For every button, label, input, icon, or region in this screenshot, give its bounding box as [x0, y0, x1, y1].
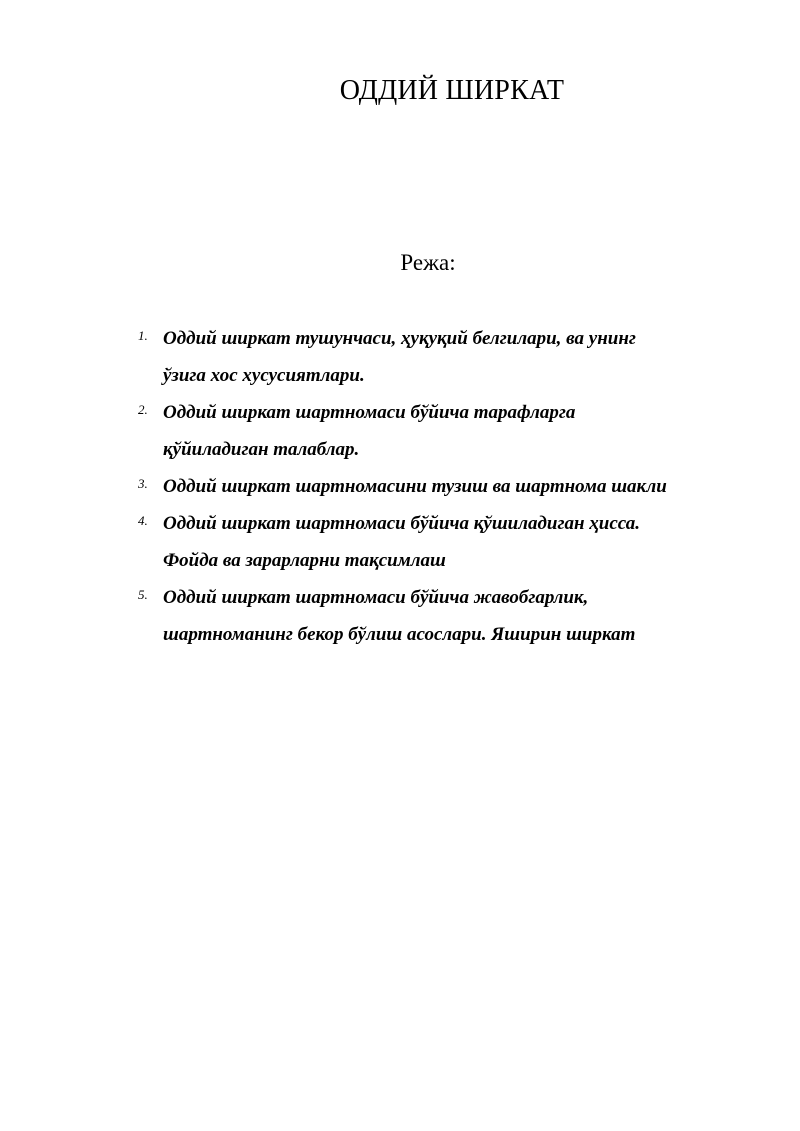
- plan-item-text-line: Оддий ширкат тушунчаси, ҳуқуқий белгилари, ва унинг: [163, 328, 636, 349]
- document-title: ОДДИЙ ШИРКАТ: [339, 75, 565, 106]
- plan-item-text-line: шартноманинг бекор бўлиш асослари. Яширин ширкат: [163, 624, 636, 645]
- plan-item-text-line: Фойда ва зарарларни тақсимлаш: [163, 550, 446, 571]
- plan-item-2: [138, 394, 758, 468]
- plan-item-number: 2.: [138, 402, 148, 417]
- plan-item-text-line: Оддий ширкат шартномаси бўйича тарафларга: [163, 402, 576, 423]
- plan-item-text-line: Оддий ширкат шартномаси бўйича қўшиладиган ҳисса.: [163, 513, 640, 534]
- plan-item-3: [138, 468, 758, 505]
- plan-item-number: 1.: [138, 328, 148, 343]
- plan-item-1: [138, 320, 758, 394]
- plan-item-5: [138, 579, 758, 653]
- plan-list: [138, 320, 758, 653]
- plan-item-number: 5.: [138, 587, 148, 602]
- plan-heading: Режа:: [400, 250, 456, 275]
- plan-item-number: 3.: [138, 476, 148, 491]
- plan-item-text-line: қўйиладиган талаблар.: [163, 439, 360, 460]
- plan-item-4: [138, 505, 758, 579]
- plan-item-text-line: Оддий ширкат шартномаси бўйича жавобгарлик,: [163, 587, 589, 608]
- plan-item-text-line: ўзига хос хусусиятлари.: [163, 365, 365, 386]
- plan-item-text-line: Оддий ширкат шартномасини тузиш ва шартнома шакли: [163, 476, 667, 497]
- plan-item-number: 4.: [138, 513, 148, 528]
